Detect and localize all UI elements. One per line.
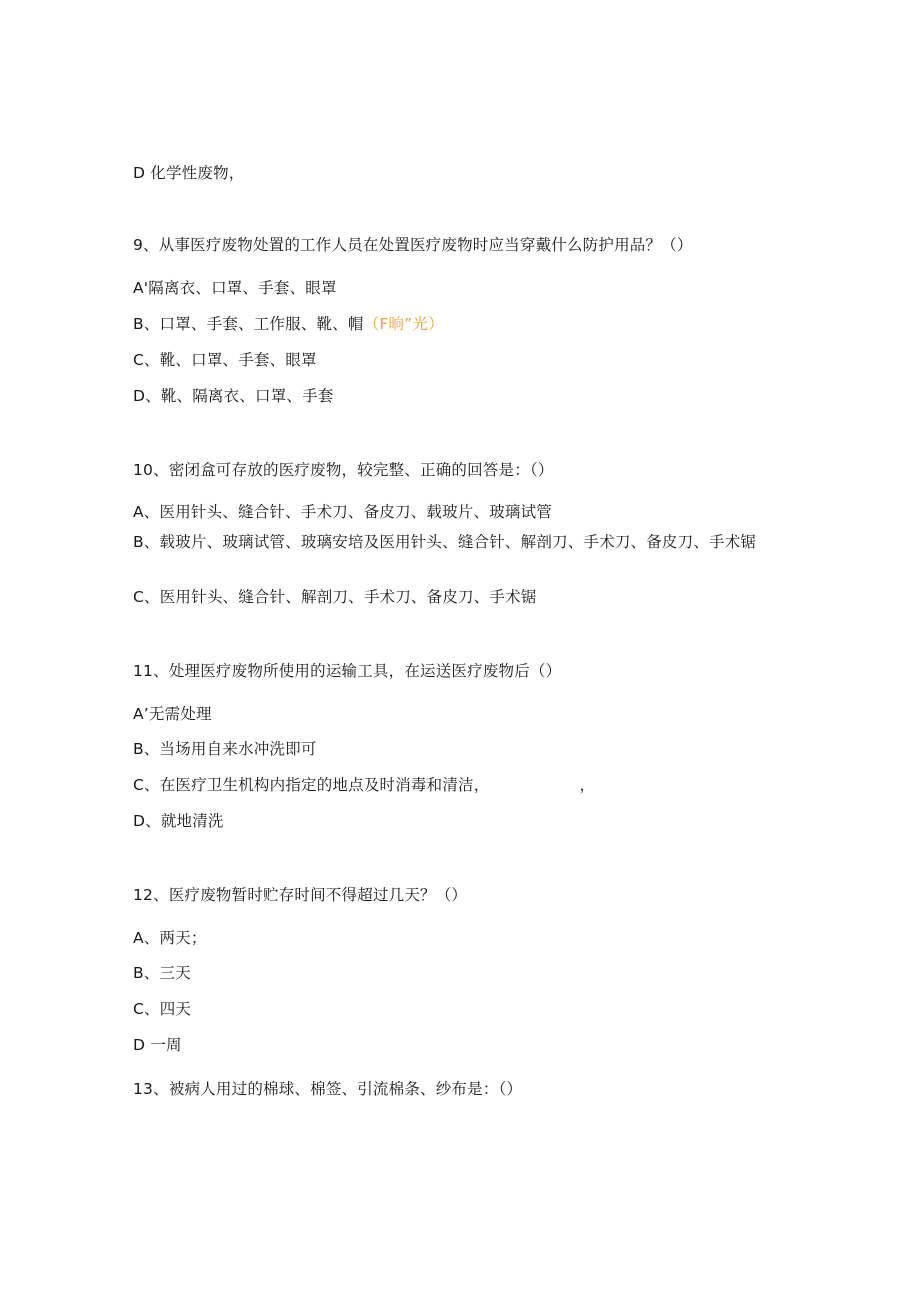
q12-option-a: A、两天； xyxy=(133,929,207,947)
q11-option-c xyxy=(133,774,595,796)
q11-option-a: A’无需处理 xyxy=(133,705,212,723)
q12-stem: 12、医疗废物暂时贮存时间不得超过几天？（） xyxy=(133,886,468,904)
q9-option-a: A'隔离衣、口罩、手套、眼罩 xyxy=(133,279,337,297)
q12-option-c: C、四天 xyxy=(133,1000,192,1018)
q9-stem: 9、从事医疗废物处置的工作人员在处置医疗废物时应当穿戴什么防护用品？（） xyxy=(133,236,693,254)
q12-option-d: D 一周 xyxy=(133,1036,182,1054)
q9-option-b-text: B、口罩、手套、工作服、靴、帽 xyxy=(133,315,364,333)
q9-option-d: D、靴、隔离衣、口罩、手套 xyxy=(133,387,334,405)
q11-option-c-tail: ， xyxy=(579,776,596,794)
q8-option-d: D 化学性废物， xyxy=(133,164,245,182)
q13-stem: 13、被病人用过的棉球、棉签、引流棉条、纱布是：（） xyxy=(133,1080,523,1098)
q11-option-d: D、就地清洗 xyxy=(133,812,224,830)
q11-option-c-text: C、在医疗卫生机构内指定的地点及时消毒和清洁， xyxy=(133,776,490,794)
q9-option-b-note: （F晌”光） xyxy=(363,315,444,333)
q11-stem: 11、处理医疗废物所使用的运输工具，在运送医疗废物后（） xyxy=(133,662,562,680)
q10-option-c: C、医用针头、缝合针、解剖刀、手术刀、备皮刀、手术锯 xyxy=(133,588,537,606)
q9-option-c: C、靴、口罩、手套、眼罩 xyxy=(133,351,317,369)
q9-option-b xyxy=(133,313,444,335)
q10-stem: 10、密闭盒可存放的医疗废物，较完整、正确的回答是：（） xyxy=(133,461,554,479)
q11-option-b: B、当场用自来水冲洗即可 xyxy=(133,740,317,758)
q10-option-a: A、医用针头、缝合针、手术刀、备皮刀、载玻片、玻璃试管 xyxy=(133,503,553,521)
q10-option-b: B、载玻片、玻璃试管、玻璃安培及医用针头、缝合针、解剖刀、手术刀、备皮刀、手术锯 xyxy=(133,533,757,551)
q12-option-b: B、三天 xyxy=(133,964,191,982)
